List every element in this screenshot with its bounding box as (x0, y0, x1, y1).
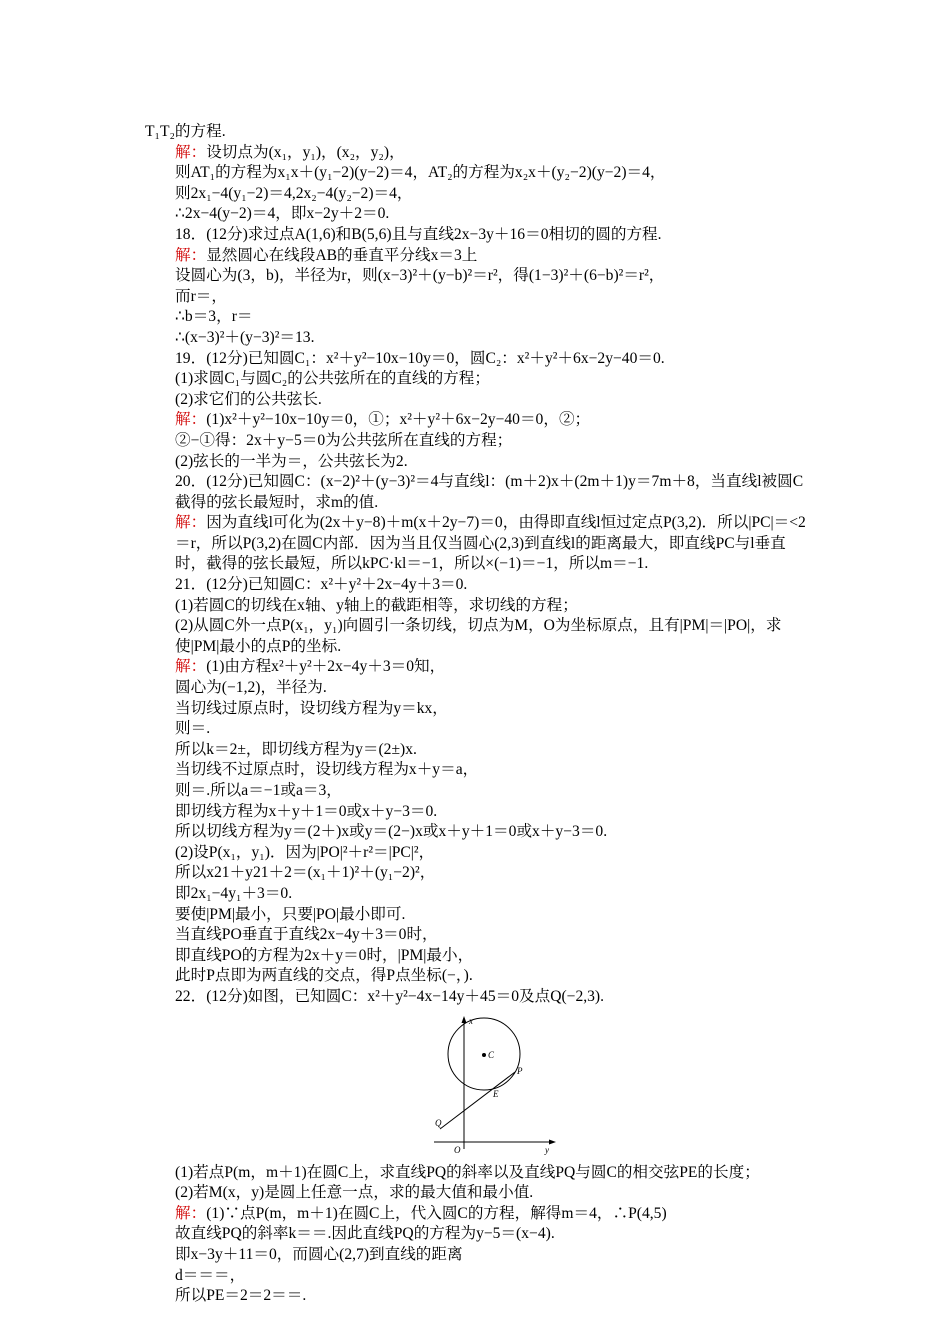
text-line: 所以k＝2±，即切线方程为y＝(2±)x. (175, 740, 417, 758)
axis-y-label: y (545, 1144, 549, 1155)
figure-svg (432, 1014, 562, 1159)
text-line: 则＝. (175, 720, 211, 738)
text-line: 当切线过原点时，设切线方程为y＝kx， (175, 699, 448, 717)
text-line: 要使|PM|最小，只要|PO|最小即可. (175, 905, 406, 923)
solution-line (145, 143, 815, 164)
text-line: ∴2x−4(y−2)＝4，即x−2y＋2＝0. (175, 205, 390, 223)
line-pq (440, 1072, 515, 1129)
solution-paragraph (145, 513, 815, 575)
text-span: (1)x²＋y²−10x−10y＝0，①；x²＋y²＋6x−2y−40＝0，②； (206, 411, 591, 429)
x-axis-arrow (462, 1016, 467, 1023)
text-line: ∴(x−3)²＋(y−3)²＝13. (175, 328, 315, 346)
solution-label: 解： (175, 411, 207, 429)
point-q-label: Q (435, 1117, 442, 1128)
text-line: (1)求圆C₁与圆C₂的公共弦所在的直线的方程； (175, 370, 490, 388)
text-line: 即2x₁−4y₁＋3＝0. (175, 884, 293, 902)
problem-20-title: 20．(12分)已知圆C：(x−2)²＋(y−3)²＝4与直线l：(m＋2)x＋(2m＋1)y＝7m＋8，当直线l被圆C截得的弦长最短时，求m的值. (175, 473, 804, 511)
text-line: 而r＝， (175, 287, 227, 305)
text-line: 即切线方程为x＋y＋1＝0或x＋y−3＝0. (175, 802, 438, 820)
text-line: 即直线PO的方程为2x＋y＝0时，|PM|最小， (175, 946, 474, 964)
text-line: 故直线PQ的斜率k＝＝.因此直线PQ的方程为y−5＝(x−4). (175, 1225, 555, 1243)
solution-label: 解： (175, 143, 207, 161)
text-line: 则＝.所以a＝−1或a＝3， (175, 782, 342, 799)
solution-label: 解： (175, 1204, 207, 1222)
problem-22-title: 22．(12分)如图，已知圆C：x²＋y²−4x−14y＋45＝0及点Q(−2,3). (175, 987, 605, 1005)
text-line: 则AT₁的方程为x₁x＋(y₁−2)(y−2)＝4，AT₂的方程为x₂x＋(y₂−2)(y−2)＝4， (175, 164, 666, 182)
text-line: d＝＝＝， (175, 1266, 246, 1284)
text-line: (1)若点P(m，m＋1)在圆C上，求直线PQ的斜率以及直线PQ与圆C的相交弦PE的长度； (175, 1163, 760, 1181)
text-line: ∴b＝3，r＝ (175, 308, 253, 326)
point-e-label: E (493, 1088, 499, 1099)
text-line: (2)若M(x，y)是圆上任意一点，求的最大值和最小值. (175, 1184, 534, 1202)
axis-x-label: x (469, 1015, 473, 1026)
problem-18-title: 18．(12分)求过点A(1,6)和B(5,6)且与直线2x−3y＋16＝0相切的圆的方程. (175, 225, 662, 243)
problem-21-title: 21．(12分)已知圆C：x²＋y²＋2x−4y＋3＝0. (175, 576, 468, 594)
text-line: (1)若圆C的切线在x轴、y轴上的截距相等，求切线的方程； (175, 596, 578, 614)
problem-19-title: 19．(12分)已知圆C₁：x²＋y²−10x−10y＝0，圆C₂：x²＋y²＋6x−2y−40＝0. (175, 349, 665, 367)
text-line: 所以PE＝2＝2＝＝. (175, 1287, 307, 1305)
text-span: 显然圆心在线段AB的垂直平分线x＝3上 (206, 246, 478, 264)
text-line: (2)弦长的一半为＝，公共弦长为2. (175, 452, 408, 470)
solution-line (145, 246, 815, 267)
text-line: 当直线PO垂直于直线2x−4y＋3＝0时， (175, 926, 438, 944)
text-span: 设切点为(x₁，y₁)，(x₂，y₂)， (206, 143, 405, 161)
text-line: 圆心为(−1,2)，半径为. (175, 679, 327, 697)
text-line: 所以x21＋y21＋2＝(x₁＋1)²＋(y₁−2)²， (175, 864, 436, 882)
origin-label: O (454, 1144, 461, 1155)
solution-line (145, 657, 815, 678)
solution-label: 解： (175, 658, 207, 676)
text-line: 则2x₁−4(y₁−2)＝4,2x₂−4(y₂−2)＝4， (175, 184, 413, 202)
text-line: 所以切线方程为y＝(2＋)x或y＝(2−)x或x＋y＋1＝0或x＋y−3＝0. (175, 823, 608, 841)
text-span: (1)由方程x²＋y²＋2x−4y＋3＝0知， (206, 658, 446, 676)
text-line: (2)从圆C外一点P(x₁，y₁)向圆引一条切线，切点为M，O为坐标原点，且有|PM|＝|PO|，求使|PM|最小的点P的坐标. (175, 617, 782, 655)
point-p-label: P (517, 1065, 523, 1076)
solution-line (145, 1204, 815, 1225)
circle-figure (145, 1014, 815, 1159)
text-line: 即x−3y＋11＝0，而圆心(2,7)到直线的距离 (175, 1245, 463, 1263)
text-span: 因为直线l可化为(2x＋y−8)＋m(x＋2y−7)＝0，由得即直线l恒过定点P(3,2)．所以|PC|＝<2＝r，所以P(3,2)在圆C内部．因为当且仅当圆心(2,3)到直线l的距离最大，即直线PC与l垂直时，截得的弦长最短，所以kPC·kl＝−1，所以×(−1)＝−1，所以m＝−1. (175, 514, 806, 573)
document-body (145, 122, 815, 1307)
text-line: 此时P点即为两直线的交点，得P点坐标(−，). (175, 967, 473, 985)
text-line: 设圆心为(3，b)，半径为r，则(x−3)²＋(y−b)²＝r²，得(1−3)²＋(6−b)²＝r²， (175, 267, 665, 285)
solution-label: 解： (175, 246, 207, 264)
text-line: T₁T₂的方程. (145, 123, 226, 140)
text-span: (1)∵点P(m，m＋1)在圆C上，代入圆C的方程，解得m＝4，∴P(4,5) (206, 1204, 667, 1222)
center-point (482, 1053, 486, 1057)
text-line: (2)设P(x₁，y₁)．因为|PO|²＋r²＝|PC|²， (175, 843, 435, 861)
y-axis-arrow (549, 1139, 556, 1144)
text-line: 当切线不过原点时，设切线方程为x＋y＝a， (175, 761, 479, 779)
solution-line (145, 410, 815, 431)
solution-label: 解： (175, 514, 207, 532)
text-line: (2)求它们的公共弦长. (175, 390, 322, 408)
text-line: ②−①得：2x＋y−5＝0为公共弦所在直线的方程； (175, 431, 513, 449)
center-label: C (488, 1049, 495, 1060)
